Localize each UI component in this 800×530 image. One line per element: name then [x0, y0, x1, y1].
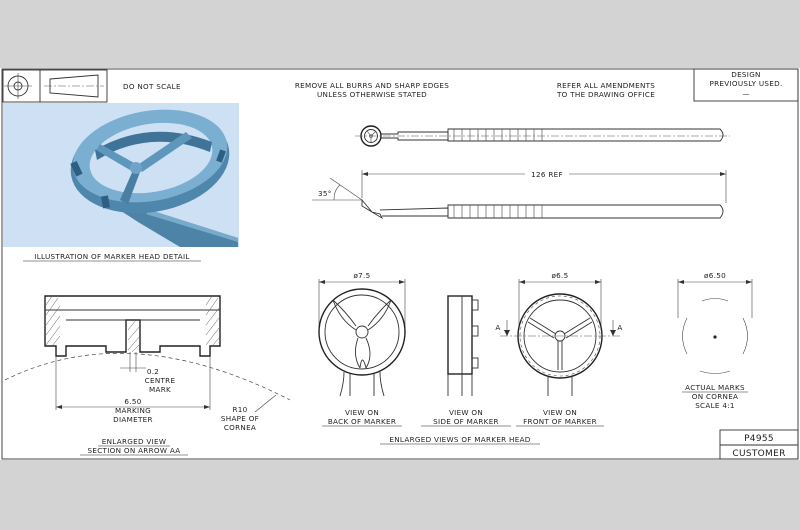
back-view-caption-2: BACK OF MARKER [327, 417, 397, 426]
section-arrow-left-label: A [495, 323, 501, 332]
enlarged-views-caption: ENLARGED VIEWS OF MARKER HEAD [389, 435, 531, 444]
previously-used-label: PREVIOUSLY USED. [709, 79, 783, 88]
illustration-caption: ILLUSTRATION OF MARKER HEAD DETAIL [34, 252, 190, 261]
side-view-caption-2: SIDE OF MARKER [433, 417, 499, 426]
radius-dimension: R10 [232, 405, 248, 414]
marking-diameter-label-2: DIAMETER [113, 415, 153, 424]
back-view-diameter: ø7.5 [353, 271, 371, 280]
customer-label: CUSTOMER [732, 449, 786, 459]
do-not-scale-note: DO NOT SCALE [123, 82, 181, 91]
section-caption-1: ENLARGED VIEW [101, 437, 167, 446]
cornea-label-1: SHAPE OF [220, 414, 260, 423]
marking-diameter-label-1: MARKING [115, 406, 151, 415]
front-view-caption-1: VIEW ON [542, 408, 578, 417]
marker-head-illustration [3, 98, 239, 247]
cornea-label-2: CORNEA [223, 423, 257, 432]
marks-caption-3: SCALE 4:1 [695, 401, 735, 410]
section-caption-2: SECTION ON ARROW AA [87, 446, 181, 455]
marks-diameter: ø6.50 [704, 271, 726, 280]
centre-dimension: 0.2 [146, 367, 160, 376]
angle-dimension: 35° [318, 189, 332, 198]
design-label: DESIGN [731, 70, 761, 79]
length-dimension: 126 REF [531, 170, 563, 179]
refer-amendments-note-line-2: TO THE DRAWING OFFICE [556, 90, 656, 99]
side-view-caption-1: VIEW ON [448, 408, 484, 417]
remove-burrs-note-line-1: REMOVE ALL BURRS AND SHARP EDGES [294, 81, 450, 90]
centre-mark-label-1: CENTRE [144, 376, 176, 385]
section-arrow-right-label: A [617, 323, 623, 332]
centre-mark-dot [713, 335, 716, 338]
marking-diameter-dimension: 6.50 [124, 397, 142, 406]
front-view-diameter: ø6.5 [551, 271, 569, 280]
marks-caption-2: ON CORNEA [691, 392, 739, 401]
previously-used-value: — [742, 89, 750, 98]
refer-amendments-note-line-1: REFER ALL AMENDMENTS [556, 81, 656, 90]
back-view-caption-1: VIEW ON [344, 408, 380, 417]
centre-mark-label-2: MARK [148, 385, 172, 394]
remove-burrs-note-line-2: UNLESS OTHERWISE STATED [316, 90, 428, 99]
marks-caption-1: ACTUAL MARKS [685, 383, 745, 392]
part-number: P4955 [744, 434, 774, 444]
front-view-caption-2: FRONT OF MARKER [523, 417, 597, 426]
